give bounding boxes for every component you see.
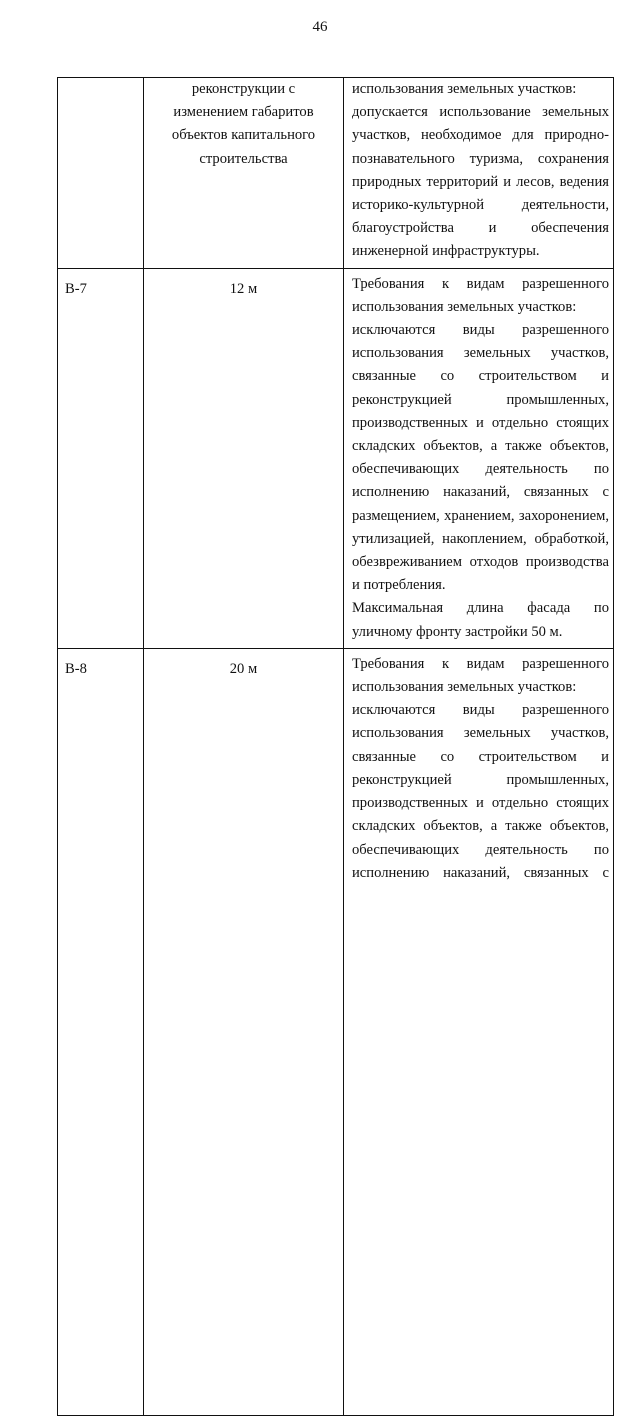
requirements-line: Максимальная длина фасада по	[352, 600, 609, 617]
zone-code-cell: В-8	[58, 648, 144, 1415]
requirements-line: производственных и отдельно стоящих	[352, 414, 609, 431]
requirements-cell	[344, 648, 614, 1415]
requirements-line: Требования к видам разрешенного	[352, 655, 609, 672]
requirements-line: исполнению наказаний, связанных с	[352, 864, 609, 881]
requirements-cell	[344, 268, 614, 648]
requirements-line: благоустройства и обеспечения	[352, 220, 609, 237]
requirements-line: утилизацией, накоплением, обработкой,	[352, 530, 609, 547]
object-type-line: реконструкции с	[191, 81, 296, 97]
requirements-line: использования земельных участков,	[352, 345, 609, 362]
max-height-cell: 20 м	[144, 648, 344, 1415]
requirements-line: размещением, хранением, захоронением,	[352, 507, 609, 524]
object-type-line: строительства	[199, 150, 288, 167]
object-type-line: объектов капитального	[171, 127, 316, 144]
max-height-cell: 12 м	[144, 268, 344, 648]
requirements-cell	[344, 78, 614, 269]
requirements-line: связанные со строительством и	[352, 748, 609, 765]
requirements-line: и потребления.	[352, 577, 446, 594]
requirements-line: обеспечивающих деятельность по	[352, 461, 609, 478]
requirements-line: реконструкцией промышленных,	[352, 771, 609, 788]
requirements-line: связанные со строительством и	[352, 368, 609, 385]
object-type-line: изменением габаритов	[173, 104, 314, 121]
table-row	[58, 78, 614, 269]
requirements-line: складских объектов, а также объектов,	[352, 818, 609, 835]
zones-table	[57, 77, 614, 1416]
requirements-line: участков, необходимое для природно-	[352, 127, 609, 144]
requirements-line: познавательного туризма, сохранения	[352, 150, 609, 167]
zone-code-cell: В-7	[58, 268, 144, 648]
requirements-line: исключаются виды разрешенного	[352, 322, 609, 339]
requirements-line: обеспечивающих деятельность по	[352, 841, 609, 858]
requirements-line: обезвреживанием отходов производства	[352, 554, 609, 571]
requirements-line: инженерной инфраструктуры.	[352, 243, 540, 260]
object-type-cell	[144, 78, 344, 269]
requirements-line: использования земельных участков,	[352, 725, 609, 742]
page-number: 46	[312, 19, 328, 35]
requirements-line: исключаются виды разрешенного	[352, 702, 609, 719]
zone-code-cell	[58, 78, 144, 269]
requirements-line: исполнению наказаний, связанных с	[352, 484, 609, 501]
table-row	[58, 268, 614, 648]
requirements-line: природных территорий и лесов, ведения	[352, 173, 609, 190]
requirements-line: складских объектов, а также объектов,	[352, 438, 609, 455]
requirements-line: допускается использование земельных	[352, 104, 609, 121]
requirements-line: реконструкцией промышленных,	[352, 391, 609, 408]
requirements-line: использования земельных участков:	[352, 298, 577, 315]
requirements-line: Требования к видам разрешенного	[352, 275, 609, 292]
table-row	[58, 648, 614, 1415]
requirements-line: историко-культурной деятельности,	[352, 197, 609, 214]
requirements-line: использования земельных участков:	[352, 81, 577, 97]
requirements-line: уличному фронту застройки 50 м.	[352, 623, 563, 640]
requirements-line: производственных и отдельно стоящих	[352, 795, 609, 812]
requirements-line: использования земельных участков:	[352, 679, 577, 696]
